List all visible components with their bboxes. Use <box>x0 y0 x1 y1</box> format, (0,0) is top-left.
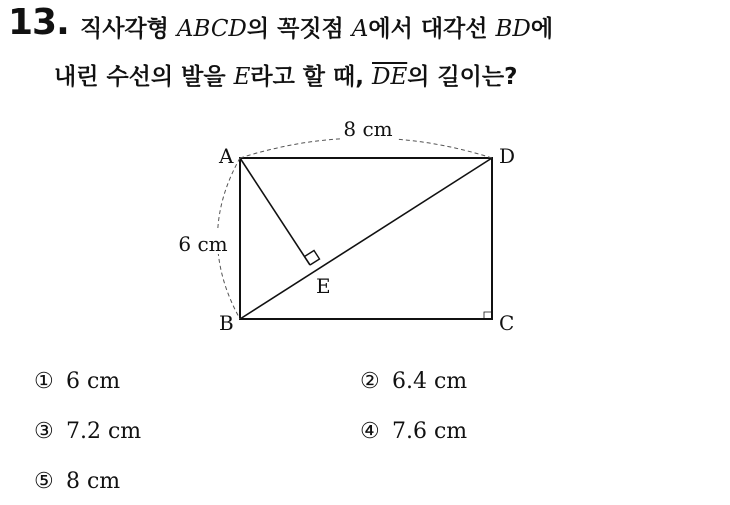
vertex-label-d: D <box>499 144 516 168</box>
diagonal-bd <box>240 158 492 319</box>
choice-2[interactable]: ② 6.4 cm <box>360 369 468 394</box>
vertex-label-c: C <box>499 311 515 335</box>
vertex-label-a: A <box>219 144 234 168</box>
question-text-line-2: 내린 수선의 발을 E라고 할 때, $\overline{DE}$의 길이는? <box>54 64 518 90</box>
question-number: 13. <box>8 2 69 43</box>
choice-5[interactable]: ⑤ 8 cm <box>34 469 121 494</box>
right-angle-marker <box>305 251 320 266</box>
choice-4[interactable]: ④ 7.6 cm <box>360 419 468 444</box>
choice-1[interactable]: ① 6 cm <box>34 369 121 394</box>
perpendicular-ae <box>240 158 310 265</box>
vertex-label-e: E <box>316 274 331 298</box>
dimension-top: 8 cm <box>343 117 393 141</box>
top-dimension-arc <box>240 138 492 158</box>
vertex-label-b: B <box>219 311 234 335</box>
corner-mark-c <box>484 312 492 319</box>
choice-3[interactable]: ③ 7.2 cm <box>34 419 142 444</box>
dimension-left: 6 cm <box>178 232 228 256</box>
question-text-line-1: 직사각형 ABCD의 꼭짓점 A에서 대각선 BD에 <box>80 16 554 42</box>
